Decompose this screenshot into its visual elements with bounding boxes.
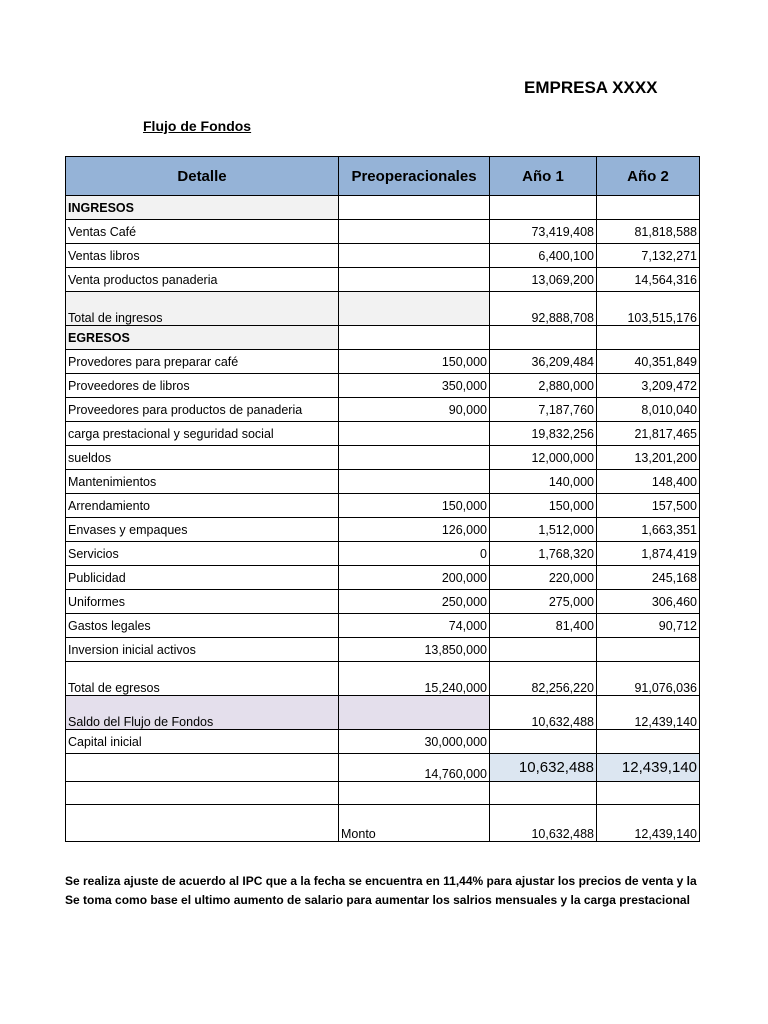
cell-y2: 8,010,040 (597, 398, 700, 422)
cell-pre: 74,000 (339, 614, 490, 638)
cell-y2: 81,818,588 (597, 220, 700, 244)
cell-pre: 90,000 (339, 398, 490, 422)
row-label: Inversion inicial activos (66, 638, 339, 662)
company-name: EMPRESA XXXX (524, 78, 658, 97)
cell-y1: 12,000,000 (490, 446, 597, 470)
table-row (66, 614, 700, 638)
row-label: Total de egresos (66, 662, 339, 696)
row-label: Servicios (66, 542, 339, 566)
row-label: Uniformes (66, 590, 339, 614)
cell-y1: 13,069,200 (490, 268, 597, 292)
table-row (66, 590, 700, 614)
note-line: Se realiza ajuste de acuerdo al IPC que a la fecha se encuentra en 11,44% para ajustar los precios de venta y la (65, 874, 697, 888)
row-label: Publicidad (66, 566, 339, 590)
table-row (66, 494, 700, 518)
row-label: Venta productos panaderia (66, 268, 339, 292)
table-row (66, 244, 700, 268)
cell-pre: 150,000 (339, 494, 490, 518)
cell-pre: 14,760,000 (339, 754, 490, 782)
footnotes (65, 872, 765, 910)
cell-y1: 19,832,256 (490, 422, 597, 446)
cell-y1: 150,000 (490, 494, 597, 518)
col-header-ano2: Año 2 (597, 157, 700, 196)
section-egresos (66, 326, 700, 350)
cell-pre: 250,000 (339, 590, 490, 614)
section-label: INGRESOS (66, 196, 339, 220)
row-label: Capital inicial (66, 730, 339, 754)
table-row (66, 268, 700, 292)
cell-pre: 15,240,000 (339, 662, 490, 696)
cell-y2: 91,076,036 (597, 662, 700, 696)
col-header-preoperacionales: Preoperacionales (339, 157, 490, 196)
cell-y1: 73,419,408 (490, 220, 597, 244)
cash-flow-table (65, 156, 700, 842)
cell-y1: 220,000 (490, 566, 597, 590)
cell-y2: 12,439,140 (597, 754, 700, 782)
table-row (66, 350, 700, 374)
cell-y1: 7,187,760 (490, 398, 597, 422)
cell-pre (339, 220, 490, 244)
row-label: Saldo del Flujo de Fondos (66, 696, 339, 730)
cell-y2: 21,817,465 (597, 422, 700, 446)
cell-y2: 148,400 (597, 470, 700, 494)
cell-y2: 12,439,140 (597, 805, 700, 842)
monto-row (66, 805, 700, 842)
table-row (66, 374, 700, 398)
cell-y2: 13,201,200 (597, 446, 700, 470)
capital-row (66, 730, 700, 754)
row-label: carga prestacional y seguridad social (66, 422, 339, 446)
row-label: Provedores para preparar café (66, 350, 339, 374)
table-row (66, 638, 700, 662)
cell-y2 (597, 730, 700, 754)
cell-y2: 3,209,472 (597, 374, 700, 398)
resultado-row (66, 754, 700, 782)
row-label: Total de ingresos (66, 292, 339, 326)
table-row (66, 518, 700, 542)
row-label: sueldos (66, 446, 339, 470)
col-header-detalle: Detalle (66, 157, 339, 196)
cell-y1: 2,880,000 (490, 374, 597, 398)
row-label: Ventas libros (66, 244, 339, 268)
cell-pre: 200,000 (339, 566, 490, 590)
cell-y1 (490, 638, 597, 662)
row-label: Mantenimientos (66, 470, 339, 494)
cell-y2: 14,564,316 (597, 268, 700, 292)
cell-y2: 12,439,140 (597, 696, 700, 730)
table-row (66, 220, 700, 244)
cell-y2: 40,351,849 (597, 350, 700, 374)
cell-y1: 10,632,488 (490, 754, 597, 782)
table-row (66, 566, 700, 590)
cell-y1: 6,400,100 (490, 244, 597, 268)
row-label: Proveedores de libros (66, 374, 339, 398)
cell-pre (339, 446, 490, 470)
cell-y2: 157,500 (597, 494, 700, 518)
total-egresos-row (66, 662, 700, 696)
note-line: Se toma como base el ultimo aumento de salario para aumentar los salrios mensuales y la carga prestacional (65, 893, 690, 907)
monto-label: Monto (339, 805, 490, 842)
table-row (66, 470, 700, 494)
cell-pre (339, 696, 490, 730)
cell-pre: 13,850,000 (339, 638, 490, 662)
cell-y1: 140,000 (490, 470, 597, 494)
section-ingresos (66, 196, 700, 220)
cell-pre (339, 244, 490, 268)
section-label: EGRESOS (66, 326, 339, 350)
cell-pre (339, 292, 490, 326)
cell-y1: 81,400 (490, 614, 597, 638)
cell-pre: 350,000 (339, 374, 490, 398)
cell-y2: 7,132,271 (597, 244, 700, 268)
cell-pre (339, 470, 490, 494)
table-row (66, 542, 700, 566)
cell-pre: 30,000,000 (339, 730, 490, 754)
empty-row (66, 782, 700, 805)
saldo-row (66, 696, 700, 730)
cell-y1: 36,209,484 (490, 350, 597, 374)
cell-y1: 92,888,708 (490, 292, 597, 326)
table-row (66, 398, 700, 422)
cell-pre: 150,000 (339, 350, 490, 374)
cell-pre (339, 268, 490, 292)
cell-y2: 245,168 (597, 566, 700, 590)
row-label: Arrendamiento (66, 494, 339, 518)
header-row (66, 157, 700, 196)
cell-y2 (597, 638, 700, 662)
col-header-ano1: Año 1 (490, 157, 597, 196)
sheet-title: Flujo de Fondos (143, 118, 252, 134)
table-row (66, 422, 700, 446)
cell-y1 (490, 730, 597, 754)
table-row (66, 446, 700, 470)
cell-y1: 82,256,220 (490, 662, 597, 696)
total-ingresos-row (66, 292, 700, 326)
cell-y2: 1,663,351 (597, 518, 700, 542)
cell-y1: 1,768,320 (490, 542, 597, 566)
cell-y2: 90,712 (597, 614, 700, 638)
cell-y2: 103,515,176 (597, 292, 700, 326)
cell-y1: 10,632,488 (490, 696, 597, 730)
cell-y1: 10,632,488 (490, 805, 597, 842)
cell-y2: 306,460 (597, 590, 700, 614)
cell-pre: 0 (339, 542, 490, 566)
cell-y1: 1,512,000 (490, 518, 597, 542)
row-label: Ventas Café (66, 220, 339, 244)
cell-pre: 126,000 (339, 518, 490, 542)
row-label: Proveedores para productos de panaderia (66, 398, 339, 422)
cell-y2: 1,874,419 (597, 542, 700, 566)
cell-y1: 275,000 (490, 590, 597, 614)
row-label: Envases y empaques (66, 518, 339, 542)
cell-pre (339, 422, 490, 446)
row-label: Gastos legales (66, 614, 339, 638)
